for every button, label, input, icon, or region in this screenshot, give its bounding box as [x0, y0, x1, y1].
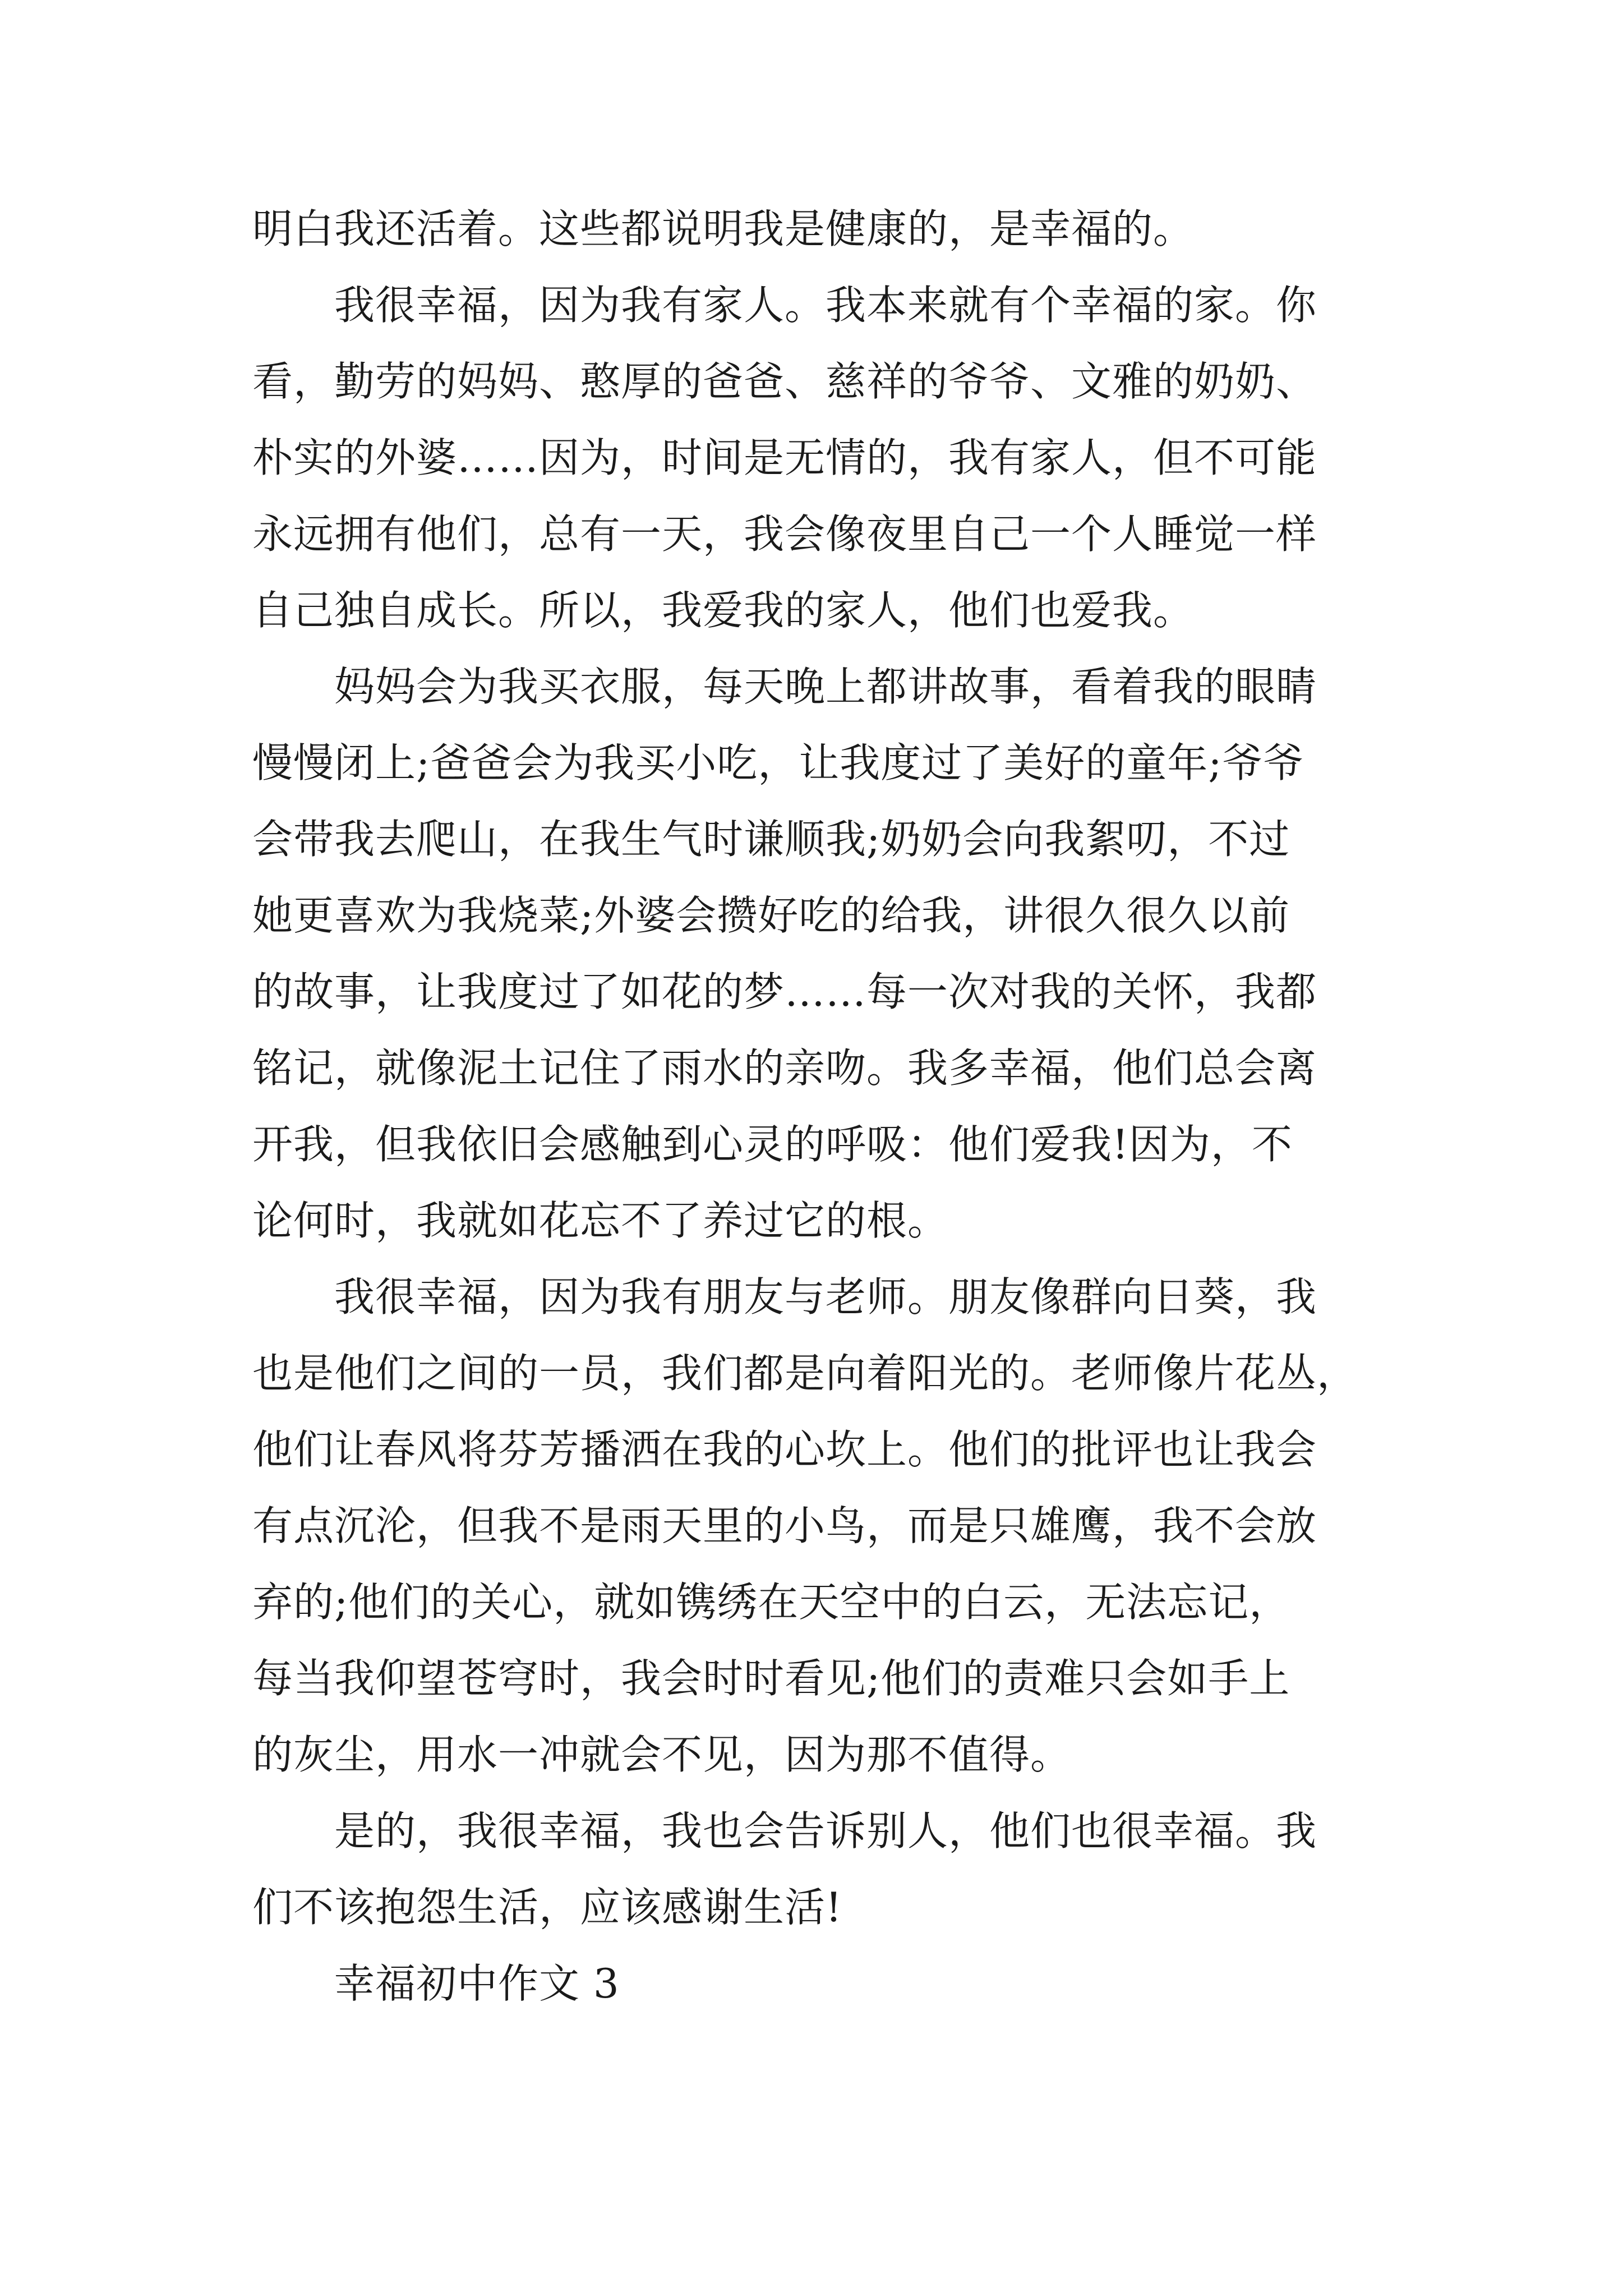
text-line: 的故事，让我度过了如花的梦……每一次对我的关怀，我都: [252, 968, 1317, 1015]
text-line: 她更喜欢为我烧菜;外婆会攒好吃的给我，讲很久很久以前: [252, 892, 1290, 939]
text-line: 们不该抱怨生活，应该感谢生活!: [252, 1884, 842, 1931]
section-heading: 幸福初中作文 3: [252, 1960, 620, 2007]
text-line: 的灰尘，用水一冲就会不见，因为那不值得。: [252, 1731, 1072, 1778]
text-line: 我很幸福，因为我有家人。我本来就有个幸福的家。你: [252, 282, 1317, 329]
text-line: 开我，但我依旧会感触到心灵的呼吸：他们爱我!因为，不: [252, 1121, 1293, 1168]
text-line: 慢慢闭上;爸爸会为我买小吃，让我度过了美好的童年;爷爷: [252, 739, 1304, 786]
text-line: 有点沉沦，但我不是雨天里的小鸟，而是只雄鹰，我不会放: [252, 1502, 1317, 1549]
text-line: 他们让春风将芬芳播洒在我的心坎上。他们的批评也让我会: [252, 1426, 1317, 1473]
text-line: 论何时，我就如花忘不了养过它的根。: [252, 1197, 949, 1244]
text-line: 铭记，就像泥土记住了雨水的亲吻。我多幸福，他们总会离: [252, 1045, 1317, 1092]
text-line: 自己独自成长。所以，我爱我的家人，他们也爱我。: [252, 587, 1195, 634]
text-line: 会带我去爬山，在我生气时谦顺我;奶奶会向我絮叨，不过: [252, 816, 1290, 863]
essay-text: [252, 191, 1402, 2022]
text-line: 是的，我很幸福，我也会告诉别人，他们也很幸福。我: [252, 1807, 1317, 1855]
text-line: 明白我还活着。这些都说明我是健康的，是幸福的。: [252, 205, 1195, 252]
text-line: 我很幸福，因为我有朋友与老师。朋友像群向日葵，我: [252, 1273, 1317, 1320]
text-line: 朴实的外婆……因为，时间是无情的，我有家人，但不可能: [252, 434, 1317, 481]
text-line: 弃的;他们的关心，就如镌绣在天空中的白云，无法忘记，: [252, 1579, 1290, 1626]
text-line: 妈妈会为我买衣服，每天晚上都讲故事，看着我的眼睛: [252, 663, 1317, 710]
text-line: 永远拥有他们，总有一天，我会像夜里自己一个人睡觉一样: [252, 510, 1317, 558]
text-line: 也是他们之间的一员，我们都是向着阳光的。老师像片花丛，: [252, 1350, 1358, 1397]
text-line: 每当我仰望苍穹时，我会时时看见;他们的责难只会如手上: [252, 1655, 1290, 1702]
text-line: 看，勤劳的妈妈、憨厚的爸爸、慈祥的爷爷、文雅的奶奶、: [252, 358, 1317, 405]
